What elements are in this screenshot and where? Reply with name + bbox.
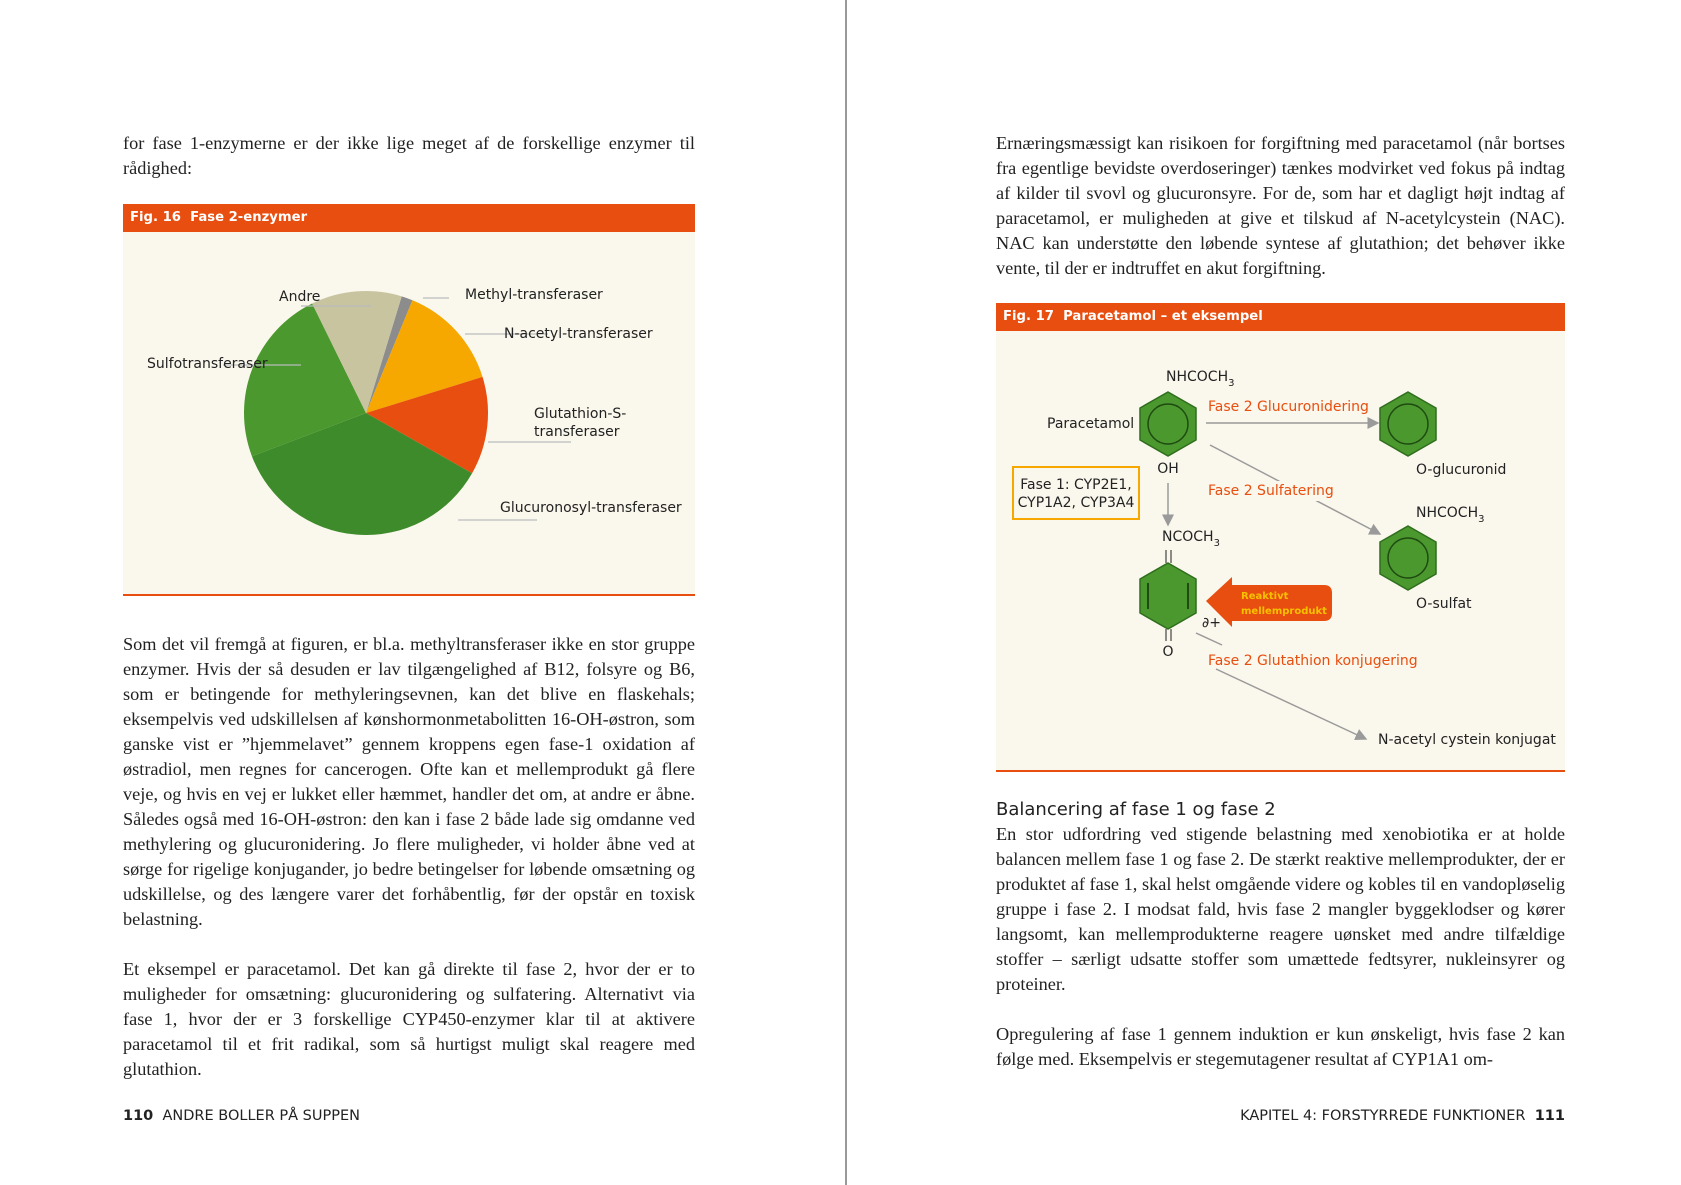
pie-slices [244,291,488,535]
pie-label-glutathion-1: Glutathion-S- [534,406,627,422]
left-footer [123,1108,360,1124]
pie-label-glucuronosyl: Glucuronosyl-transferaser [500,500,682,516]
intro-paragraph: for fase 1-enzymerne er der ikke lige meget af de forskellige enzymer til rådighed: [123,133,695,178]
figure-16-header [123,204,695,232]
nhcoch3-top: $NHCOCH_3$ [1166,369,1235,389]
figure-16 [123,204,695,596]
section-heading: Balancering af fase 1 og fase 2 [996,799,1276,820]
page-gutter [845,0,847,1185]
arrow-glutathion-start [1196,633,1222,645]
pie-chart [123,232,695,594]
nhcoch3-sulfat: $NHCOCH_3$ [1416,505,1485,525]
fase2-glutathion-label: Fase 2 Glutathion konjugering [1208,653,1418,669]
figure-16-label: Fig. 16 [130,210,181,225]
oh-label: OH [1157,461,1179,477]
o-sulfat-label: O-sulfat [1416,596,1472,612]
right-page [996,0,1565,1185]
n-acetyl-konjugat-label: N-acetyl cystein konjugat [1378,732,1556,748]
figure-17-title: Paracetamol – et eksempel [1063,309,1263,324]
right-paragraph-1: Ernæringsmæssigt kan risikoen for forgiftning med paracetamol (når bortses fra egentlige bevidste overdoseringer) tænkes modvirket ved fokus på indtag af kilder til svovl og glucuronsyre. For de, som har et dagligt højt indtag af paracetamol, er muligheden at give et tilskud af N-acetylcystein (NAC). NAC kan understøtte den løbende syntese af glutathion; det behøver ikke vente, til der er indtruffet en akut forgiftning. [996,133,1565,278]
right-paragraph-3: Opregulering af fase 1 gennem induktion er kun ønskeligt, hvis fase 2 kan følge med. Eksempelvis er stegemutagener resultat af CYP1A1 om- [996,1024,1565,1069]
right-page-number: 111 [1534,1108,1565,1124]
pie-label-methyl: Methyl-transferaser [465,287,603,303]
paracetamol-diagram [996,331,1565,770]
figure-17-body [996,331,1565,772]
ncoch3-label: $NCOCH_3$ [1162,529,1220,549]
left-paragraph-2: Et eksempel er paracetamol. Det kan gå direkte til fase 2, hvor der er to muligheder for omsætning: glucuronidering og sulfatering. Alternativt via fase 1, hvor der er 3 forskellige CYP450-enzymer klar til at aktivere paracetamol til et frit radikal, som så hurtigst muligt skal reagere med glutathion. [123,959,695,1079]
figure-17-header [996,303,1565,331]
reaktivt-arrow [1206,577,1332,627]
hexagon-o-glucuronid [1380,392,1436,456]
o-bottom-label: O [1162,644,1174,660]
arrow-glutathion [1216,669,1366,739]
right-running-title: KAPITEL 4: FORSTYRREDE FUNKTIONER [1240,1108,1526,1124]
left-running-title: ANDRE BOLLER PÅ SUPPEN [162,1108,360,1124]
left-page [123,0,695,1185]
reaktivt-line-1: Reaktivt [1241,591,1289,602]
right-footer [1240,1108,1565,1124]
fase1-line-2: CYP1A2, CYP3A4 [1017,495,1135,511]
figure-17-label: Fig. 17 [1003,309,1054,324]
paracetamol-label: Paracetamol [1047,416,1135,432]
hexagon-o-sulfat [1380,526,1436,590]
figure-17 [996,303,1565,772]
pie-label-andre: Andre [279,289,321,305]
figure-16-title: Fase 2-enzymer [190,210,308,225]
fase2-sulfatering-label: Fase 2 Sulfatering [1208,483,1334,499]
fase1-box [1013,467,1139,519]
right-paragraph-2: En stor udfordring ved stigende belastning med xenobiotika er at holde balancen mellem fase 1 og fase 2. De stærkt reaktive mellemprodukter, der er produktet af fase 1, skal helst omgående videre og kobles til en vandopløselig gruppe i fase 2. I modsat fald, hvis fase 2 mangler byggeklodser og kører langsomt, kan mellemprodukterne reagere uønsket med andre tilfældige stoffer – særligt udsatte stoffer som umættede fedtsyrer, nukleinsyrer og proteiner. [996,824,1565,994]
reaktivt-line-2: mellemprodukt [1241,606,1327,617]
fase2-glucuronidering-label: Fase 2 Glucuronidering [1208,399,1369,415]
pie-label-nacetyl: N-acetyl-transferaser [504,326,653,342]
figure-16-body [123,232,695,596]
hexagon-reactive-intermediate [1140,563,1196,629]
left-paragraph-1: Som det vil fremgå at figuren, er bl.a. methyltransferaser ikke en stor gruppe enzymer. Hvis der så desuden er lav tilgængelighed af B12, folsyre og B6, som er betingende for methyleringsevnen, kan det blive en flaskehals; eksempelvis ved udskillelsen af kønshormonmetabolitten 16-OH-østron, som ganske vist er ”hjemmelavet” gennem kroppens egen fase-1 oxidation af østradiol, men regnes for cancerogen. Ofte kan et mellemprodukt gå flere veje, og hvis en vej er lukket eller hæmmet, handler det om, at andre er åbne. Således også med 16-OH-østron: den kan i fase 2 både lade sig omdanne ved methylering og glucuronidering. Jo flere muligheder, vi holder åbne ved at sørge for rigelige konjugander, jo bedre betingelser for løbende omsætning og udskillelse, og des længere varer det forhåbentlig, før der opstår en toxisk belastning. [123,634,695,929]
delta-plus-label: ∂+ [1202,615,1221,631]
left-page-number: 110 [123,1108,154,1124]
pie-label-glutathion-2: transferaser [534,424,620,440]
hexagon-paracetamol [1140,392,1196,456]
pie-label-sulfo: Sulfotransferaser [147,356,268,372]
fase1-line-1: Fase 1: CYP2E1, [1020,477,1132,493]
o-glucuronid-label: O-glucuronid [1416,462,1507,478]
